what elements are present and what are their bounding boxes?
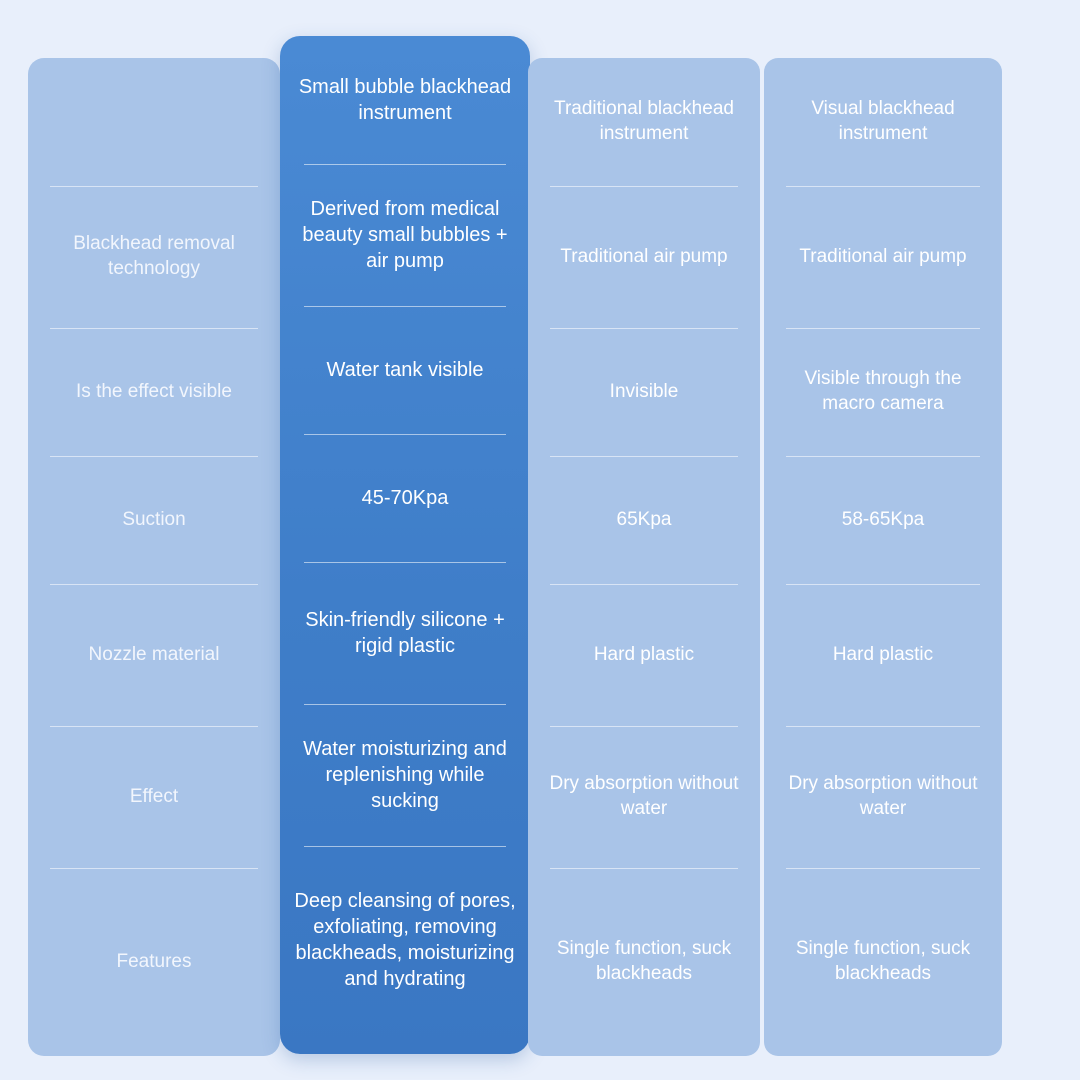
visual-text-suction: 58-65Kpa [841,508,925,530]
small-bubble-cell-visibility [280,306,530,434]
traditional-text-features: Single function, suck blackheads [556,938,732,984]
traditional-text-suction: 65Kpa [616,508,672,530]
traditional-cell-visibility [528,328,760,456]
traditional-text-effect: Dry absorption without water [549,773,739,819]
traditional-cell-effect [528,726,760,868]
visual-header-text: Visual blackhead instrument [811,98,955,144]
traditional-cell-suction [528,456,760,584]
visual-cell-effect [764,726,1002,868]
label-cell-technology [28,186,280,328]
small-bubble-text-suction: 45-70Kpa [361,487,449,509]
comparison-table [28,58,1052,1056]
feature-label-panel [28,58,280,1056]
label-cell-effect [28,726,280,868]
small-bubble-cell-suction [280,434,530,562]
label-text-features: Features [116,950,192,972]
column-small-bubble[interactable] [280,58,528,1056]
label-column-header [28,58,280,186]
label-text-technology: Blackhead removal technology [73,233,235,279]
label-cell-visibility [28,328,280,456]
label-text-suction: Suction [122,508,186,530]
column-visual [764,58,1014,1056]
small-bubble-text-technology: Derived from medical beauty small bubbles + air pump [302,198,508,272]
label-text-nozzle: Nozzle material [88,643,220,665]
label-cell-suction [28,456,280,584]
small-bubble-header-text: Small bubble blackhead instrument [298,76,512,124]
visual-header [764,58,1002,186]
visual-cell-technology [764,186,1002,328]
visual-cell-suction [764,456,1002,584]
visual-cell-nozzle [764,584,1002,726]
label-text-effect: Effect [129,785,179,807]
small-bubble-cell-technology [280,164,530,306]
label-cell-features [28,868,280,1056]
visual-panel [764,58,1002,1056]
visual-text-technology: Traditional air pump [799,245,967,267]
small-bubble-text-nozzle: Skin-friendly silicone + rigid plastic [305,609,505,657]
small-bubble-cell-features [280,846,530,1034]
column-traditional [528,58,764,1056]
traditional-text-technology: Traditional air pump [560,245,728,267]
visual-cell-visibility [764,328,1002,456]
small-bubble-text-effect: Water moisturizing and replenishing while sucking [303,738,507,812]
traditional-header-text: Traditional blackhead instrument [554,98,734,144]
traditional-panel [528,58,760,1056]
small-bubble-cell-effect [280,704,530,846]
traditional-text-visibility: Invisible [609,380,679,402]
visual-text-features: Single function, suck blackheads [795,938,971,984]
small-bubble-header [280,36,530,164]
small-bubble-cell-nozzle [280,562,530,704]
visual-text-visibility: Visible through the macro camera [804,368,962,414]
traditional-cell-technology [528,186,760,328]
label-text-visibility: Is the effect visible [76,380,232,402]
traditional-text-nozzle: Hard plastic [593,643,695,665]
visual-text-nozzle: Hard plastic [832,643,934,665]
small-bubble-text-visibility: Water tank visible [326,359,484,381]
label-cell-nozzle [28,584,280,726]
small-bubble-text-features: Deep cleansing of pores, exfoliating, removing blackheads, moisturizing and hydrating [294,890,516,990]
visual-cell-features [764,868,1002,1056]
traditional-header [528,58,760,186]
traditional-cell-nozzle [528,584,760,726]
column-feature-labels [28,58,280,1056]
small-bubble-panel[interactable] [280,36,530,1054]
visual-text-effect: Dry absorption without water [788,773,978,819]
traditional-cell-features [528,868,760,1056]
